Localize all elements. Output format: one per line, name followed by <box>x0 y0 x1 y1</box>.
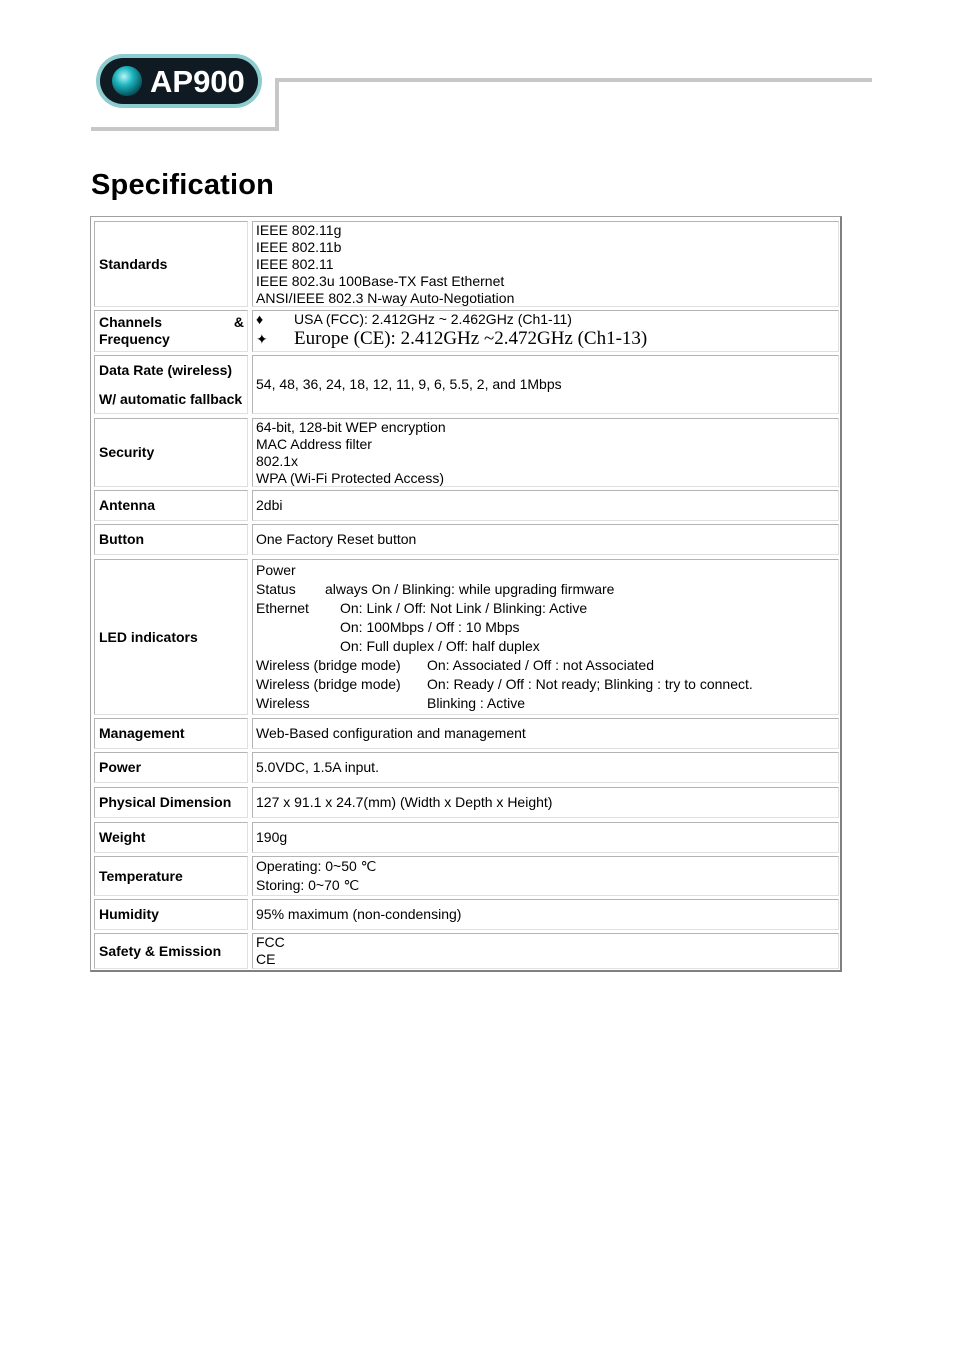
button-label: Button <box>94 524 248 555</box>
security-line: MAC Address filter <box>256 435 372 452</box>
channels-label <box>94 310 248 352</box>
weight-label: Weight <box>94 822 248 853</box>
power-value <box>252 752 839 783</box>
data-rate-text: 54, 48, 36, 24, 18, 12, 11, 9, 6, 5.5, 2, and 1Mbps <box>256 376 562 392</box>
security-value <box>252 418 839 487</box>
channels-europe: Europe (CE): 2.412GHz ~2.472GHz (Ch1-13) <box>294 327 648 349</box>
security-line: 802.1x <box>256 452 299 469</box>
standards-line: IEEE 802.11b <box>256 238 342 255</box>
standards-line: ANSI/IEEE 802.3 N-way Auto-Negotiation <box>256 289 515 306</box>
led-wireless-3-desc: Blinking : Active <box>427 695 526 711</box>
safety-label: Safety & Emission <box>94 933 248 969</box>
led-label: LED indicators <box>94 559 248 715</box>
led-status-name: Status <box>256 581 296 597</box>
standards-label: Standards <box>94 221 248 307</box>
button-value <box>252 524 839 555</box>
diamond-bullet-icon: ♦ <box>256 310 264 327</box>
led-wireless-3-name: Wireless <box>256 695 310 711</box>
humidity-label: Humidity <box>94 899 248 930</box>
led-ethernet-name: Ethernet <box>256 600 309 616</box>
management-label: Management <box>94 718 248 749</box>
logo-orb-icon <box>112 66 142 96</box>
led-wireless-2-name: Wireless (bridge mode) <box>256 676 401 692</box>
temperature-label: Temperature <box>94 856 248 896</box>
safety-line: CE <box>256 951 276 967</box>
header-rule-bottom <box>91 127 279 131</box>
humidity-text: 95% maximum (non-condensing) <box>256 906 462 922</box>
channels-label-amp: & <box>233 314 244 330</box>
led-ethernet-row <box>256 599 838 656</box>
management-value <box>252 718 839 749</box>
antenna-label: Antenna <box>94 490 248 521</box>
security-line: WPA (Wi-Fi Protected Access) <box>256 469 444 486</box>
page-title: Specification <box>91 169 275 201</box>
led-status-row <box>256 580 838 599</box>
logo-text: AP900 <box>150 64 245 99</box>
channels-usa: USA (FCC): 2.412GHz ~ 2.462GHz (Ch1-11) <box>294 310 572 327</box>
safety-line: FCC <box>256 934 285 950</box>
channels-label-b: Frequency <box>99 331 170 347</box>
antenna-value <box>252 490 839 521</box>
led-wireless-2-desc: On: Ready / Off : Not ready; Blinking : try to connect. <box>427 676 753 692</box>
temperature-storing: Storing: 0~70 ℃ <box>256 877 360 893</box>
power-text: 5.0VDC, 1.5A input. <box>256 759 379 775</box>
led-wireless-rows <box>256 656 838 713</box>
security-label: Security <box>94 418 248 487</box>
antenna-text: 2dbi <box>256 497 283 513</box>
led-ethernet-1: On: Link / Off: Not Link / Blinking: Active <box>340 600 588 616</box>
channels-label-a: Channels <box>99 314 163 330</box>
led-value <box>252 559 839 715</box>
ap900-logo <box>95 53 263 109</box>
standards-value <box>252 221 839 307</box>
button-text: One Factory Reset button <box>256 531 417 547</box>
data-rate-label <box>94 355 248 414</box>
header-rule-vertical <box>275 78 279 131</box>
spec-table <box>90 216 842 972</box>
led-power: Power <box>256 562 296 578</box>
safety-value <box>252 933 839 969</box>
led-status-desc: always On / Blinking: while upgrading firmware <box>325 581 615 597</box>
weight-value <box>252 822 839 853</box>
dimension-value <box>252 787 839 818</box>
header-rule-top <box>275 78 872 82</box>
power-label: Power <box>94 752 248 783</box>
security-line: 64-bit, 128-bit WEP encryption <box>256 418 446 435</box>
humidity-value <box>252 899 839 930</box>
star-bullet-icon: ✦ <box>256 332 268 348</box>
data-rate-label-b: W/ automatic fallback <box>99 390 243 407</box>
standards-line: IEEE 802.11g <box>256 221 342 238</box>
temperature-operating: Operating: 0~50 ℃ <box>256 858 377 874</box>
led-ethernet-2: On: 100Mbps / Off : 10 Mbps <box>340 619 520 635</box>
dimension-label: Physical Dimension <box>94 787 248 818</box>
dimension-text: 127 x 91.1 x 24.7(mm) (Width x Depth x Height) <box>256 794 553 810</box>
channels-value <box>252 310 839 352</box>
weight-text: 190g <box>256 829 288 845</box>
led-ethernet-3: On: Full duplex / Off: half duplex <box>340 638 540 654</box>
temperature-value <box>252 856 839 896</box>
data-rate-value <box>252 355 839 414</box>
led-wireless-1-name: Wireless (bridge mode) <box>256 657 401 673</box>
standards-line: IEEE 802.11 <box>256 255 334 272</box>
led-wireless-1-desc: On: Associated / Off : not Associated <box>427 657 654 673</box>
standards-line: IEEE 802.3u 100Base-TX Fast Ethernet <box>256 272 505 289</box>
management-text: Web-Based configuration and management <box>256 725 526 741</box>
data-rate-label-a: Data Rate (wireless) <box>99 361 233 378</box>
